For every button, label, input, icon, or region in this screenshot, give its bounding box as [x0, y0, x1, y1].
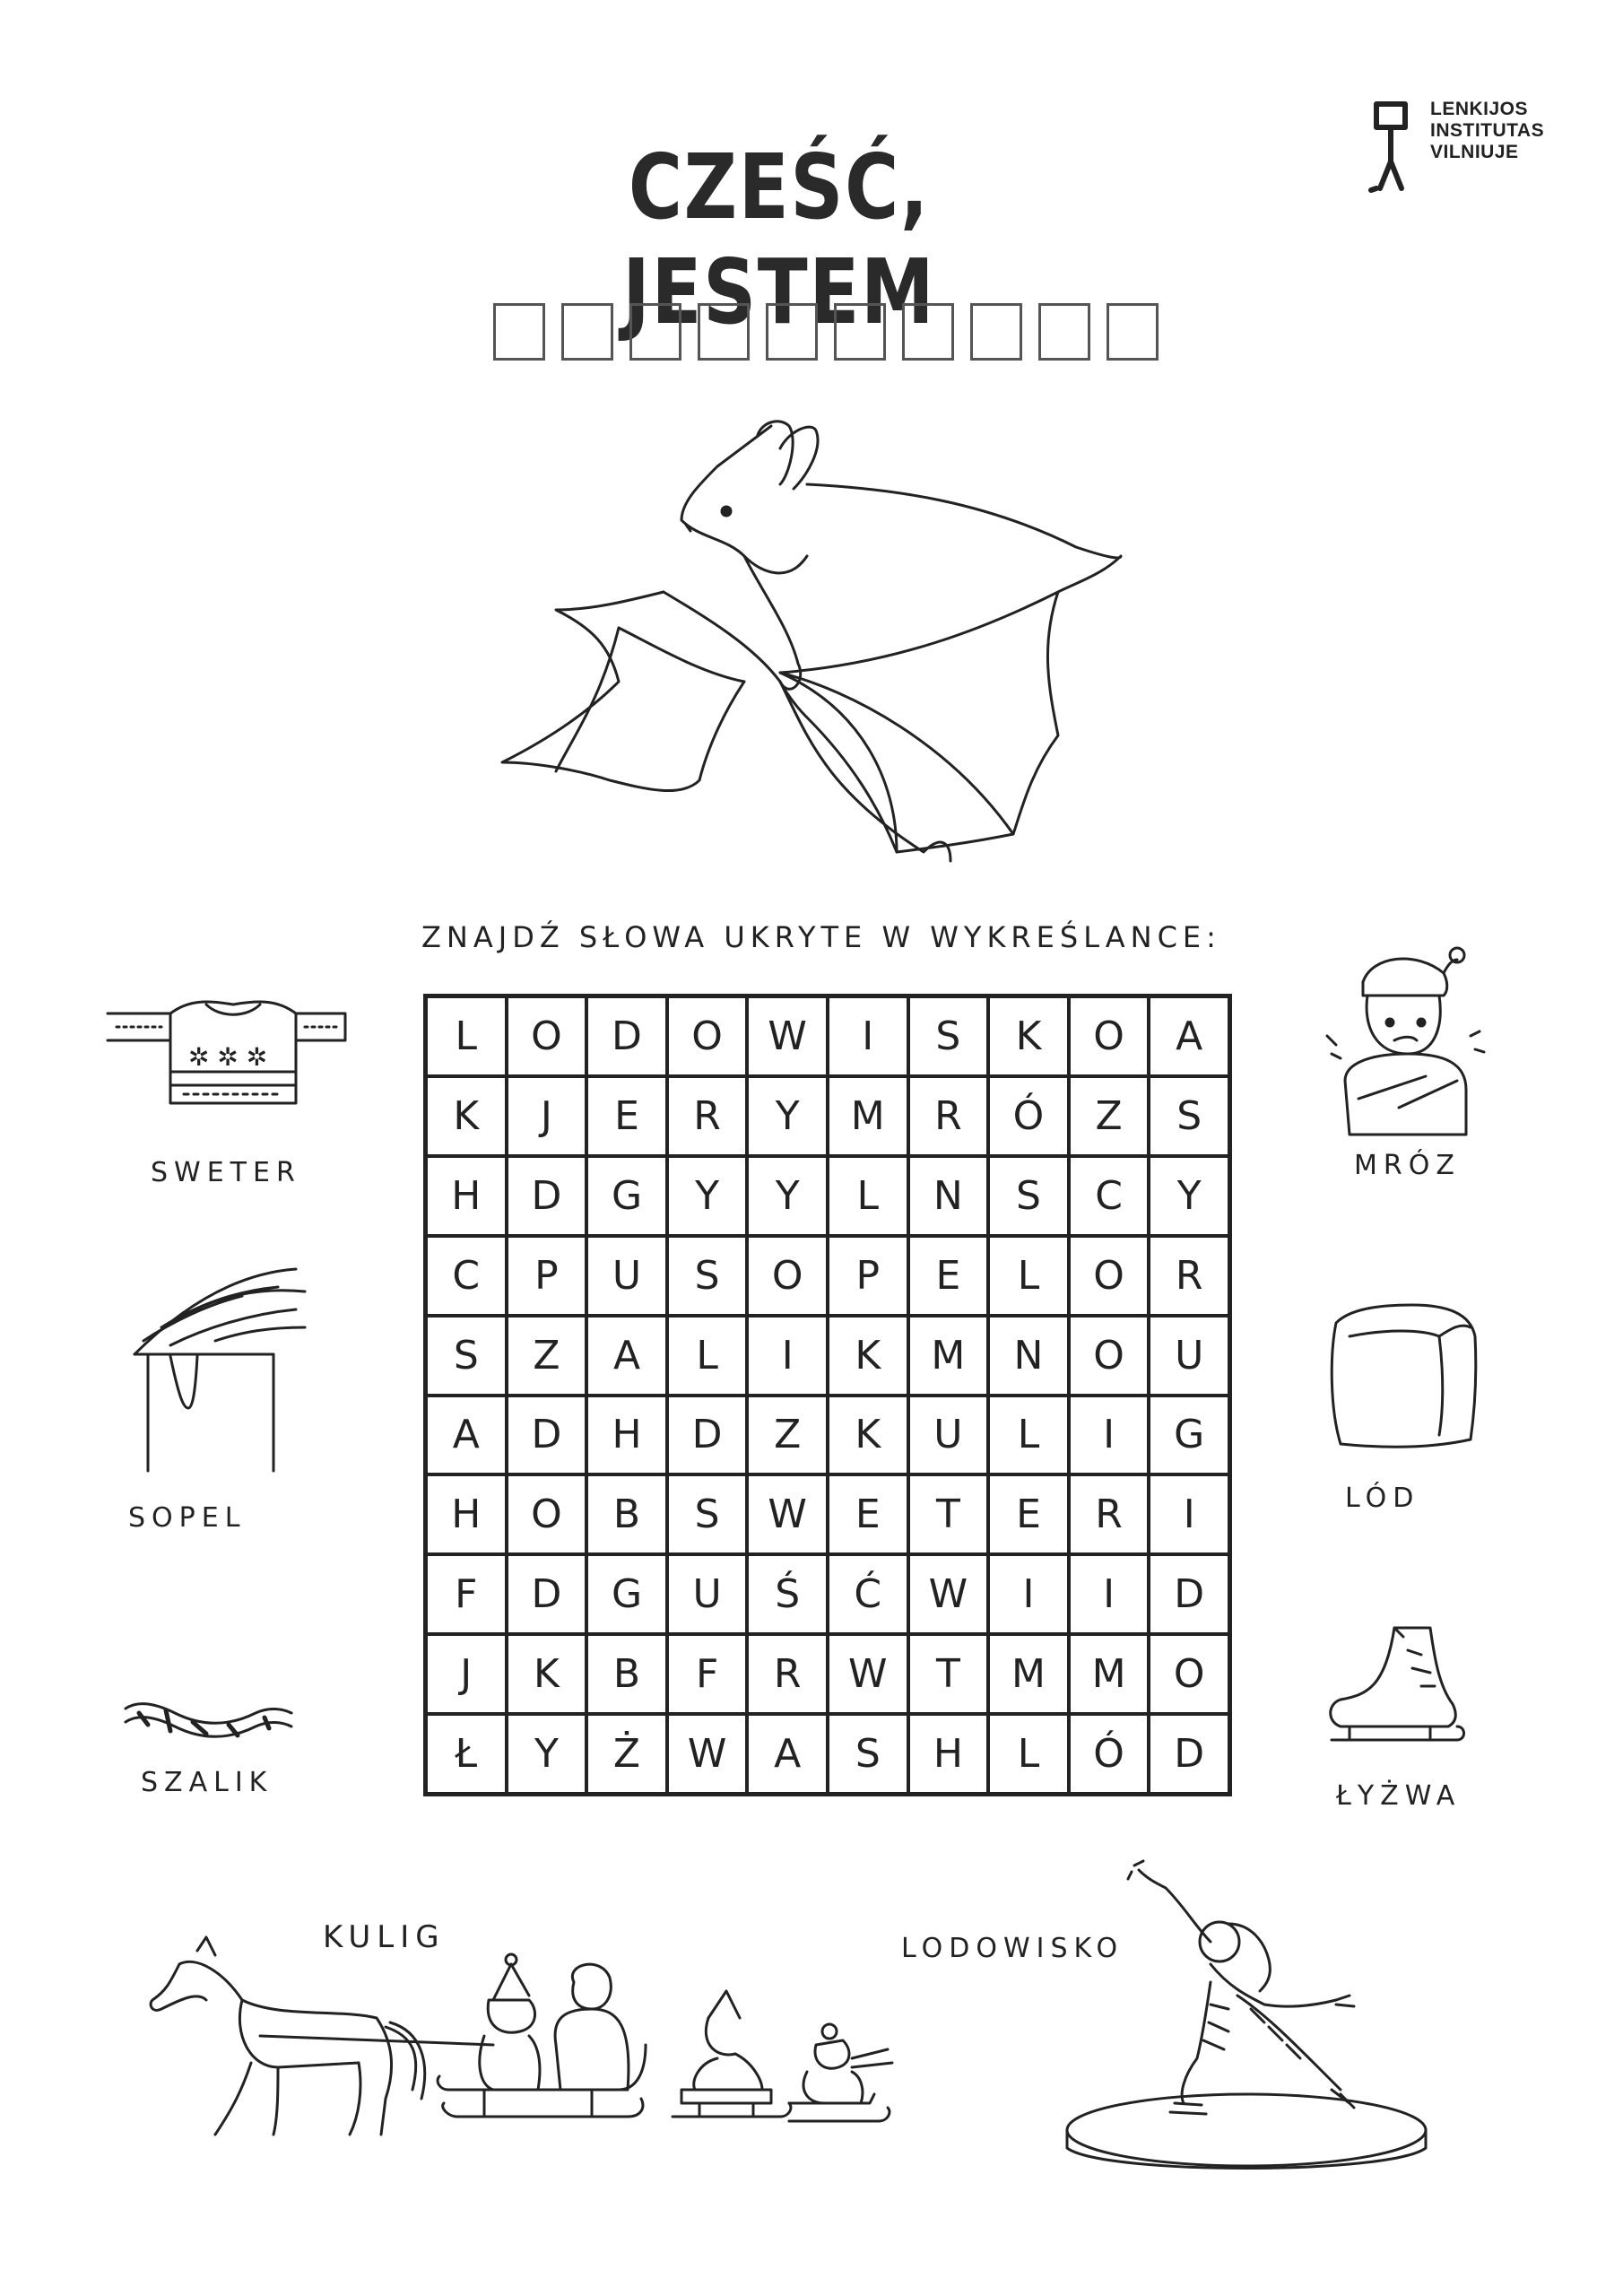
grid-cell[interactable]: H: [586, 1396, 667, 1475]
grid-cell[interactable]: A: [1149, 996, 1229, 1076]
sleigh-ride-illustration: [143, 1910, 915, 2135]
ice-skate-icon: [1323, 1623, 1475, 1758]
logo-line-2: INSTITUTAS: [1430, 120, 1545, 141]
grid-cell[interactable]: J: [426, 1634, 507, 1714]
grid-cell[interactable]: Ż: [586, 1714, 667, 1794]
grid-cell[interactable]: R: [1069, 1474, 1150, 1554]
grid-cell[interactable]: L: [828, 1156, 908, 1236]
grid-cell[interactable]: K: [828, 1396, 908, 1475]
grid-cell[interactable]: Y: [747, 1156, 828, 1236]
grid-cell[interactable]: O: [1149, 1634, 1229, 1714]
grid-cell[interactable]: K: [988, 996, 1069, 1076]
logo-line-3: VILNIUJE: [1430, 142, 1519, 162]
grid-cell[interactable]: L: [988, 1236, 1069, 1316]
word-label-szalik: SZALIK: [141, 1767, 273, 1798]
answer-box[interactable]: [629, 303, 681, 361]
answer-box[interactable]: [561, 303, 613, 361]
grid-cell[interactable]: Z: [507, 1316, 587, 1396]
icicle-roof-icon: [126, 1256, 332, 1462]
word-label-lod: LÓD: [1345, 1483, 1420, 1514]
grid-cell[interactable]: B: [586, 1474, 667, 1554]
grid-cell[interactable]: O: [1069, 996, 1150, 1076]
grid-cell[interactable]: Ó: [1069, 1714, 1150, 1794]
grid-cell[interactable]: Ó: [988, 1076, 1069, 1156]
ice-rink-skater-illustration: [1049, 1861, 1444, 2166]
grid-cell[interactable]: B: [586, 1634, 667, 1714]
grid-cell[interactable]: L: [988, 1714, 1069, 1794]
word-label-lodowisko: LODOWISKO: [901, 1933, 1124, 1964]
grid-cell[interactable]: E: [828, 1474, 908, 1554]
grid-cell[interactable]: S: [828, 1714, 908, 1794]
grid-cell[interactable]: Y: [747, 1076, 828, 1156]
grid-cell[interactable]: W: [747, 1474, 828, 1554]
grid-cell[interactable]: S: [1149, 1076, 1229, 1156]
answer-box[interactable]: [1038, 303, 1090, 361]
grid-cell[interactable]: G: [586, 1554, 667, 1634]
grid-cell[interactable]: Ś: [747, 1554, 828, 1634]
answer-box[interactable]: [902, 303, 954, 361]
grid-cell[interactable]: D: [586, 996, 667, 1076]
grid-cell[interactable]: J: [507, 1076, 587, 1156]
grid-cell[interactable]: Y: [507, 1714, 587, 1794]
grid-cell[interactable]: F: [667, 1634, 748, 1714]
grid-cell[interactable]: L: [426, 996, 507, 1076]
grid-cell[interactable]: O: [1069, 1316, 1150, 1396]
grid-cell[interactable]: S: [667, 1236, 748, 1316]
grid-cell[interactable]: U: [667, 1554, 748, 1634]
grid-cell[interactable]: I: [1149, 1474, 1229, 1554]
grid-cell[interactable]: K: [426, 1076, 507, 1156]
grid-cell[interactable]: U: [908, 1396, 989, 1475]
grid-cell[interactable]: S: [988, 1156, 1069, 1236]
grid-cell[interactable]: Y: [667, 1156, 748, 1236]
grid-cell[interactable]: G: [586, 1156, 667, 1236]
word-label-lyzwa: ŁYŻWA: [1336, 1780, 1462, 1812]
grid-cell[interactable]: Z: [747, 1396, 828, 1475]
grid-cell[interactable]: T: [908, 1474, 989, 1554]
grid-cell[interactable]: O: [507, 1474, 587, 1554]
grid-cell[interactable]: H: [908, 1714, 989, 1794]
grid-cell[interactable]: M: [988, 1634, 1069, 1714]
answer-box[interactable]: [766, 303, 818, 361]
logo-line-1: LENKIJOS: [1430, 99, 1529, 119]
grid-cell[interactable]: O: [747, 1236, 828, 1316]
grid-cell[interactable]: C: [1069, 1156, 1150, 1236]
grid-cell[interactable]: G: [1149, 1396, 1229, 1475]
grid-cell[interactable]: I: [1069, 1396, 1150, 1475]
ice-cube-icon: [1323, 1300, 1480, 1457]
word-label-sweter: SWETER: [151, 1157, 301, 1188]
grid-cell[interactable]: M: [1069, 1634, 1150, 1714]
grid-cell[interactable]: N: [988, 1316, 1069, 1396]
grid-cell[interactable]: M: [828, 1076, 908, 1156]
grid-cell[interactable]: L: [667, 1316, 748, 1396]
grid-cell[interactable]: R: [908, 1076, 989, 1156]
cold-man-icon: [1309, 946, 1488, 1144]
grid-cell[interactable]: M: [908, 1316, 989, 1396]
grid-cell[interactable]: Ć: [828, 1554, 908, 1634]
answer-box[interactable]: [834, 303, 886, 361]
grid-cell[interactable]: A: [747, 1714, 828, 1794]
grid-cell[interactable]: Ł: [426, 1714, 507, 1794]
grid-cell[interactable]: E: [988, 1474, 1069, 1554]
scarf-icon: [121, 1691, 291, 1744]
grid-cell[interactable]: U: [586, 1236, 667, 1316]
svg-text:✲ ✲ ✲: ✲ ✲ ✲: [188, 1042, 268, 1072]
institute-logo-text: [1430, 99, 1544, 163]
grid-cell[interactable]: R: [667, 1076, 748, 1156]
grid-cell[interactable]: I: [1069, 1554, 1150, 1634]
grid-cell[interactable]: A: [426, 1396, 507, 1475]
grid-cell[interactable]: D: [507, 1396, 587, 1475]
grid-cell[interactable]: F: [426, 1554, 507, 1634]
grid-cell[interactable]: W: [667, 1714, 748, 1794]
grid-cell[interactable]: R: [1149, 1236, 1229, 1316]
answer-box[interactable]: [493, 303, 545, 361]
grid-cell[interactable]: O: [1069, 1236, 1150, 1316]
grid-cell[interactable]: O: [507, 996, 587, 1076]
grid-cell[interactable]: P: [828, 1236, 908, 1316]
grid-cell[interactable]: Z: [1069, 1076, 1150, 1156]
word-label-mroz: MRÓZ: [1354, 1150, 1461, 1181]
answer-boxes: [493, 303, 1159, 361]
grid-cell[interactable]: W: [828, 1634, 908, 1714]
answer-box[interactable]: [698, 303, 750, 361]
grid-cell[interactable]: S: [426, 1316, 507, 1396]
word-search-grid: [423, 994, 1232, 1796]
grid-cell[interactable]: D: [507, 1156, 587, 1236]
grid-cell[interactable]: W: [908, 1554, 989, 1634]
answer-box[interactable]: [1107, 303, 1159, 361]
grid-cell[interactable]: W: [747, 996, 828, 1076]
grid-cell[interactable]: D: [507, 1554, 587, 1634]
grid-cell[interactable]: A: [586, 1316, 667, 1396]
grid-cell[interactable]: E: [586, 1076, 667, 1156]
word-label-kulig: KULIG: [323, 1919, 446, 1955]
grid-cell[interactable]: K: [828, 1316, 908, 1396]
instruction-text: ZNAJDŹ SŁOWA UKRYTE W WYKREŚLANCE:: [421, 920, 1221, 954]
sweater-icon: [108, 996, 359, 1112]
grid-cell[interactable]: D: [1149, 1554, 1229, 1634]
grid-cell[interactable]: Y: [1149, 1156, 1229, 1236]
grid-cell[interactable]: I: [988, 1554, 1069, 1634]
grid-cell[interactable]: H: [426, 1156, 507, 1236]
grid-cell[interactable]: N: [908, 1156, 989, 1236]
grid-cell[interactable]: S: [667, 1474, 748, 1554]
grid-cell[interactable]: I: [747, 1316, 828, 1396]
page-title: CZEŚĆ, JESTEM: [622, 135, 936, 344]
grid-cell[interactable]: R: [747, 1634, 828, 1714]
grid-cell[interactable]: P: [507, 1236, 587, 1316]
grid-cell[interactable]: D: [1149, 1714, 1229, 1794]
grid-cell[interactable]: H: [426, 1474, 507, 1554]
grid-cell[interactable]: U: [1149, 1316, 1229, 1396]
grid-cell[interactable]: T: [908, 1634, 989, 1714]
grid-cell[interactable]: O: [667, 996, 748, 1076]
grid-cell[interactable]: L: [988, 1396, 1069, 1475]
grid-cell[interactable]: C: [426, 1236, 507, 1316]
answer-box[interactable]: [970, 303, 1022, 361]
institute-logo-icon: [1367, 99, 1430, 197]
grid-cell[interactable]: K: [507, 1634, 587, 1714]
word-label-sopel: SOPEL: [128, 1502, 247, 1534]
grid-cell[interactable]: E: [908, 1236, 989, 1316]
grid-cell[interactable]: I: [828, 996, 908, 1076]
grid-cell[interactable]: S: [908, 996, 989, 1076]
grid-cell[interactable]: D: [667, 1396, 748, 1475]
